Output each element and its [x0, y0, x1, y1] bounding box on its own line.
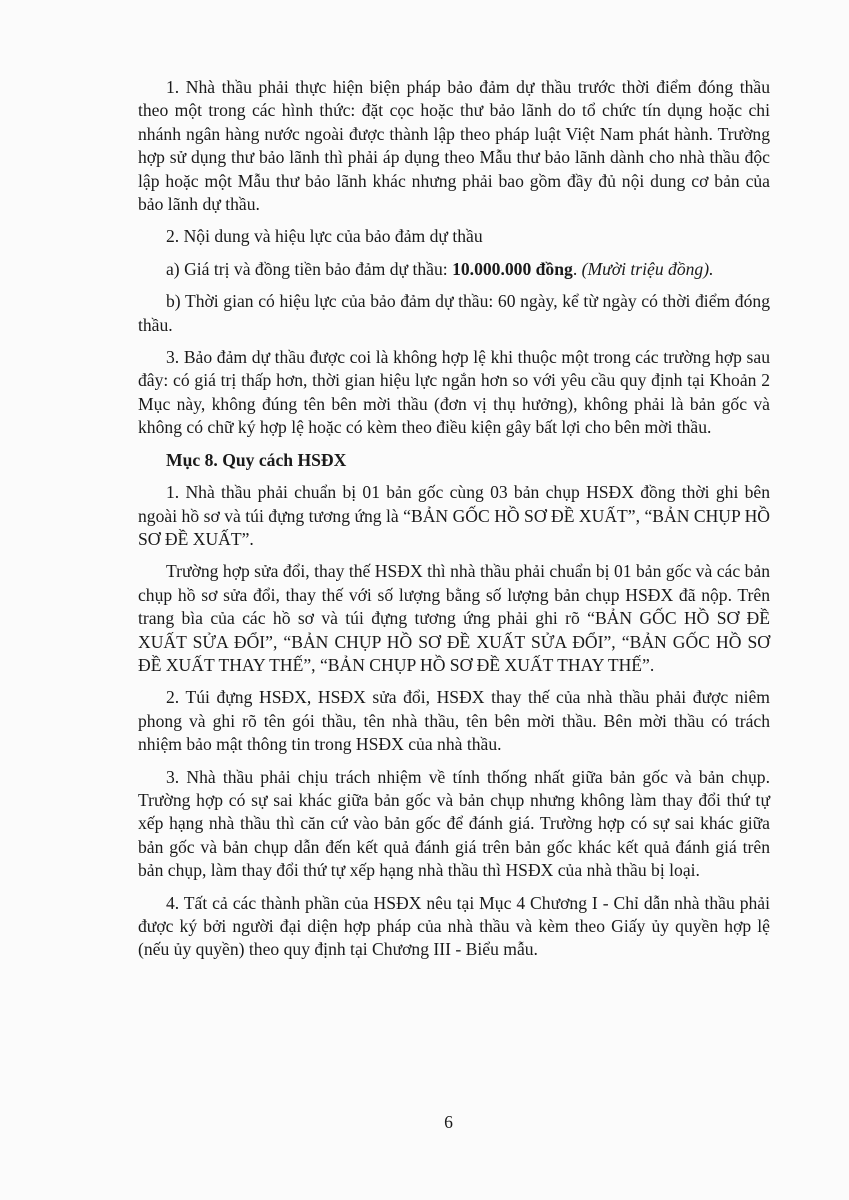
- value-amount: 10.000.000 đồng: [452, 258, 573, 279]
- page-number: 6: [444, 1112, 453, 1132]
- paragraph-bid-security-value: [138, 258, 770, 281]
- paragraph-consistency: 3. Nhà thầu phải chịu trách nhiệm về tính thống nhất giữa bản gốc và bản chụp. Trường hợp có sự sai khác giữa bản gốc và bản chụp nhưng không làm thay đổi thứ tự xếp hạng nhà thầu thì căn cứ vào bản gốc để đánh giá. Trường hợp có sự sai khác giữa bản gốc và bản chụp dẫn đến kết quả đánh giá trên bản gốc khác kết quả đánh giá trên bản chụp, làm thay đổi thứ tự xếp hạng nhà thầu thì HSĐX của nhà thầu bị loại.: [138, 766, 770, 881]
- paragraph-sealed-envelope: 2. Túi đựng HSĐX, HSĐX sửa đổi, HSĐX thay thế của nhà thầu phải được niêm phong và ghi rõ tên gói thầu, tên nhà thầu, tên bên mời thầu. Bên mời thầu có trách nhiệm bảo mật thông tin trong HSĐX của nhà thầu.: [138, 687, 770, 755]
- paragraph-original-copies: 1. Nhà thầu phải chuẩn bị 01 bản gốc cùng 03 bản chụp HSĐX đồng thời ghi bên ngoài hồ sơ và túi đựng tương ứng là “BẢN GỐC HỒ SƠ ĐỀ XUẤT”, “BẢN CHỤP HỒ SƠ ĐỀ XUẤT”.: [138, 482, 770, 549]
- paragraph-bid-security-content: 2. Nội dung và hiệu lực của bảo đảm dự thầu: [166, 226, 483, 247]
- paragraph-bid-security-invalid: 3. Bảo đảm dự thầu được coi là không hợp lệ khi thuộc một trong các trường hợp sau đây: có giá trị thấp hơn, thời gian hiệu lực ngắn hơn so với yêu cầu quy định tại Khoản 2 Mục này, không đúng tên bên mời thầu (đơn vị thụ hưởng), không phải là bản gốc và không có chữ ký hợp lệ hoặc có kèm theo điều kiện gây bất lợi cho bên mời thầu.: [138, 347, 770, 438]
- paragraph-signatures: 4. Tất cả các thành phần của HSĐX nêu tại Mục 4 Chương I - Chỉ dẫn nhà thầu phải được ký bởi người đại diện hợp pháp của nhà thầu và kèm theo Giấy ủy quyền hợp lệ (nếu ủy quyền) theo quy định tại Chương III - Biểu mẫu.: [138, 892, 770, 960]
- paragraph-bid-security-validity: b) Thời gian có hiệu lực của bảo đảm dự thầu: 60 ngày, kể từ ngày có thời điểm đóng thầu.: [138, 291, 770, 335]
- section-heading: Mục 8. Quy cách HSĐX: [166, 449, 347, 470]
- value-in-words: (Mười triệu đồng).: [581, 258, 714, 279]
- document-body: [138, 76, 770, 971]
- value-separator: .: [572, 258, 582, 279]
- paragraph-bid-security-forms: 1. Nhà thầu phải thực hiện biện pháp bảo đảm dự thầu trước thời điểm đóng thầu theo một trong các hình thức: đặt cọc hoặc thư bảo lãnh do tổ chức tín dụng hoặc chi nhánh ngân hàng nước ngoài được thành lập theo pháp luật Việt Nam phát hành. Trường hợp sử dụng thư bảo lãnh thì phải áp dụng theo Mẫu thư bảo lãnh dành cho nhà thầu độc lập hoặc một Mẫu thư bảo lãnh khác nhưng phải bao gồm đầy đủ nội dung cơ bản của bảo lãnh dự thầu.: [138, 77, 770, 215]
- value-prefix: a) Giá trị và đồng tiền bảo đảm dự thầu:: [166, 258, 453, 279]
- paragraph-amendment-copies: Trường hợp sửa đổi, thay thế HSĐX thì nhà thầu phải chuẩn bị 01 bản gốc và các bản chụp hồ sơ sửa đổi, thay thế với số lượng bằng số lượng bản chụp HSĐX đã nộp. Trên trang bìa của các hồ sơ và túi đựng tương ứng phải ghi rõ “BẢN GỐC HỒ SƠ ĐỀ XUẤT SỬA ĐỔI”, “BẢN CHỤP HỒ SƠ ĐỀ XUẤT SỬA ĐỔI”, “BẢN GỐC HỒ SƠ ĐỀ XUẤT THAY THẾ”, “BẢN CHỤP HỒ SƠ ĐỀ XUẤT THAY THẾ”.: [138, 561, 770, 675]
